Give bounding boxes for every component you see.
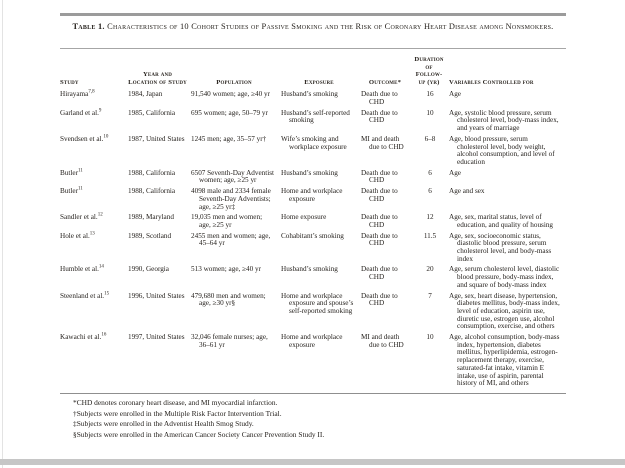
table-bottom-rule: [60, 393, 566, 394]
cell-followup: 7: [428, 291, 432, 300]
reference-superscript: 7,8: [88, 89, 95, 95]
table-row: [60, 233, 566, 267]
cell-population: 6507 Seventh-Day Adventist women; age, ≥25 yr: [191, 168, 275, 185]
cell-exposure: Husband’s smoking: [281, 265, 338, 274]
col-header-year-location: Year and Location of Study: [128, 71, 187, 86]
cell-year: 1989, Maryland: [128, 213, 174, 222]
cell-followup: 10: [426, 108, 434, 117]
cell-followup: 6–8: [424, 134, 436, 143]
cell-variables: Age, systolic blood pressure, serum cholesterol level, body-mass index, and years of marriage: [449, 108, 559, 133]
cell-population: 479,680 men and women; age, ≥30 yr§: [191, 291, 266, 308]
reference-superscript: 15: [104, 291, 110, 297]
reference-superscript: 10: [103, 134, 109, 140]
table-row: [60, 293, 566, 335]
footnote: †Subjects were enrolled in the Multiple Risk Factor Intervention Trial.: [73, 408, 282, 418]
cell-study: Butler$^{11}$: [60, 186, 83, 196]
cell-population: 2455 men and women; age, 45–64 yr: [191, 231, 271, 248]
cell-outcome: Death due to CHD: [361, 90, 398, 107]
reference-superscript: 11: [77, 168, 83, 174]
cell-variables: Age, blood pressure, serum cholesterol level, body weight, alcohol consumption, and level of education: [449, 134, 555, 166]
header-row: [60, 56, 566, 91]
table-content-area: [60, 56, 566, 440]
table-row: [60, 334, 566, 391]
cell-study: Hole et al.$^{13}$: [60, 231, 95, 240]
reference-superscript: 9: [98, 108, 102, 114]
cell-exposure: Cohabitant’s smoking: [281, 231, 344, 240]
footnote: *CHD denotes coronary heart disease, and MI myocardial infarction.: [73, 397, 278, 407]
cell-outcome: Death due to CHD: [361, 213, 398, 229]
cell-variables: Age, serum cholesterol level, diastolic blood pressure, body-mass index, and square of body-mass index: [449, 265, 560, 289]
cell-exposure: Home and workplace exposure and spouse’s self-reported smoking: [281, 291, 354, 315]
cell-population: 1245 men; age, 35–57 yr†: [191, 134, 267, 143]
col-header-study: Study: [60, 78, 79, 86]
table-row: [60, 266, 566, 292]
cell-followup: 12: [426, 213, 434, 222]
col-header-population: Population: [216, 78, 252, 86]
footnote: §Subjects were enrolled in the American Cancer Society Cancer Prevention Study II.: [73, 429, 325, 439]
cell-exposure: Home and workplace exposure: [281, 333, 343, 349]
cohort-studies-table: [60, 56, 566, 391]
table-title: [60, 21, 566, 32]
table-row: [60, 188, 566, 214]
cell-exposure: Husband’s smoking: [281, 168, 338, 177]
footnote: ‡Subjects were enrolled in the Adventist Health Smog Study.: [73, 419, 254, 429]
cell-followup: 6: [428, 168, 432, 177]
cell-year: 1988, California: [128, 187, 176, 196]
scan-band-artifact: [0, 459, 625, 465]
cell-followup: 10: [426, 333, 434, 342]
cell-year: 1988, California: [128, 168, 176, 177]
reference-superscript: 14: [98, 265, 104, 271]
cell-study: Garland et al.$^9$: [60, 108, 102, 117]
cell-variables: Age, sex, socioeconomic status, diastolic blood pressure, serum cholesterol level, and body-mass index: [449, 231, 552, 263]
table-row: [60, 170, 566, 188]
cell-population: 695 women; age, 50–79 yr: [191, 108, 268, 117]
col-header-followup-duration: Duration of Follow-up (yr): [414, 56, 444, 86]
table-top-rule: [60, 13, 566, 16]
col-header-outcome: Outcome*: [368, 78, 402, 86]
cell-year: 1984, Japan: [128, 90, 163, 99]
cell-outcome: Death due to CHD: [361, 168, 398, 185]
cell-exposure: Wife’s smoking and workplace exposure: [281, 134, 347, 151]
cell-year: 1989, Scotland: [128, 231, 172, 240]
reference-superscript: 13: [89, 231, 95, 237]
cell-study: Hirayama$^{7,8}$: [60, 89, 95, 99]
cell-outcome: Death due to CHD: [361, 108, 398, 125]
cell-population: 91,540 women; age, ≥40 yr: [191, 90, 270, 99]
cell-followup: 11.5: [423, 231, 437, 240]
cell-variables: Age, sex, heart disease, hypertension, diabetes mellitus, body-mass index, level of education, aspirin use, diuretic use, estrogen use, alcohol consumption, exercise, and others: [449, 291, 560, 331]
table-number-label: Table 1.: [72, 22, 105, 31]
cell-year: 1997, United States: [128, 333, 185, 342]
table-row: [60, 136, 566, 170]
cell-exposure: Home and workplace exposure: [281, 187, 343, 203]
cell-variables: Age: [449, 168, 461, 177]
scan-edge-artifact: [2, 0, 3, 468]
cell-variables: Age: [449, 90, 461, 99]
cell-year: 1996, United States: [128, 291, 185, 300]
reference-superscript: 16: [101, 332, 107, 338]
cell-exposure: Home exposure: [281, 213, 327, 222]
reference-superscript: 11: [77, 186, 83, 192]
table-row: [60, 91, 566, 109]
cell-exposure: Husband’s smoking: [281, 90, 338, 99]
table-title-text: Characteristics of 10 Cohort Studies of Passive Smoking and the Risk of Coronary Heart Disease among Nonsmokers.: [107, 22, 554, 31]
cell-study: Kawachi et al.$^{16}$: [60, 332, 107, 342]
cell-variables: Age, alcohol consumption, body-mass index, hypertension, diabetes mellitus, hyperlipidemia, estrogen-replacement therapy, exercise, saturated-fat intake, vitamin E intake, use of aspirin, parental history of MI, and others: [449, 333, 560, 388]
cell-outcome: Death due to CHD: [361, 187, 398, 203]
cell-study: Sandler et al.$^{12}$: [60, 212, 103, 222]
cell-study: Svendsen et al.$^{10}$: [60, 134, 109, 143]
cell-variables: Age and sex: [449, 187, 485, 196]
col-header-variables: Variables Controlled for: [449, 78, 534, 86]
footnotes-block: [73, 398, 566, 440]
cell-year: 1990, Georgia: [128, 265, 169, 274]
cell-population: 32,046 female nurses; age, 36–61 yr: [191, 333, 268, 349]
title-divider-rule: [60, 48, 566, 49]
cell-variables: Age, sex, marital status, level of education, and quality of housing: [449, 213, 554, 229]
cell-followup: 20: [426, 265, 434, 274]
col-header-exposure: Exposure: [304, 78, 334, 86]
table-row: [60, 110, 566, 136]
cell-study: Humble et al.$^{14}$: [60, 265, 104, 274]
reference-superscript: 12: [97, 212, 103, 218]
cell-year: 1985, California: [128, 108, 176, 117]
cell-exposure: Husband’s self-reported smoking: [281, 108, 350, 125]
cell-followup: 6: [428, 187, 432, 196]
cell-outcome: MI and death due to CHD: [361, 333, 404, 349]
cell-outcome: Death due to CHD: [361, 265, 398, 282]
cell-year: 1987, United States: [128, 134, 185, 143]
table-row: [60, 214, 566, 232]
cell-outcome: MI and death due to CHD: [361, 134, 404, 151]
cell-population: 4098 male and 2334 female Seventh-Day Adventists; age, ≥25 yr‡: [191, 187, 271, 211]
cell-outcome: Death due to CHD: [361, 231, 398, 248]
cell-study: Steenland et al.$^{15}$: [60, 291, 110, 300]
cell-population: 19,035 men and women; age, ≥25 yr: [191, 213, 263, 229]
cell-followup: 16: [426, 90, 434, 99]
cell-study: Butler$^{11}$: [60, 168, 83, 177]
cell-population: 513 women; age, ≥40 yr: [191, 265, 262, 274]
cell-outcome: Death due to CHD: [361, 291, 398, 308]
